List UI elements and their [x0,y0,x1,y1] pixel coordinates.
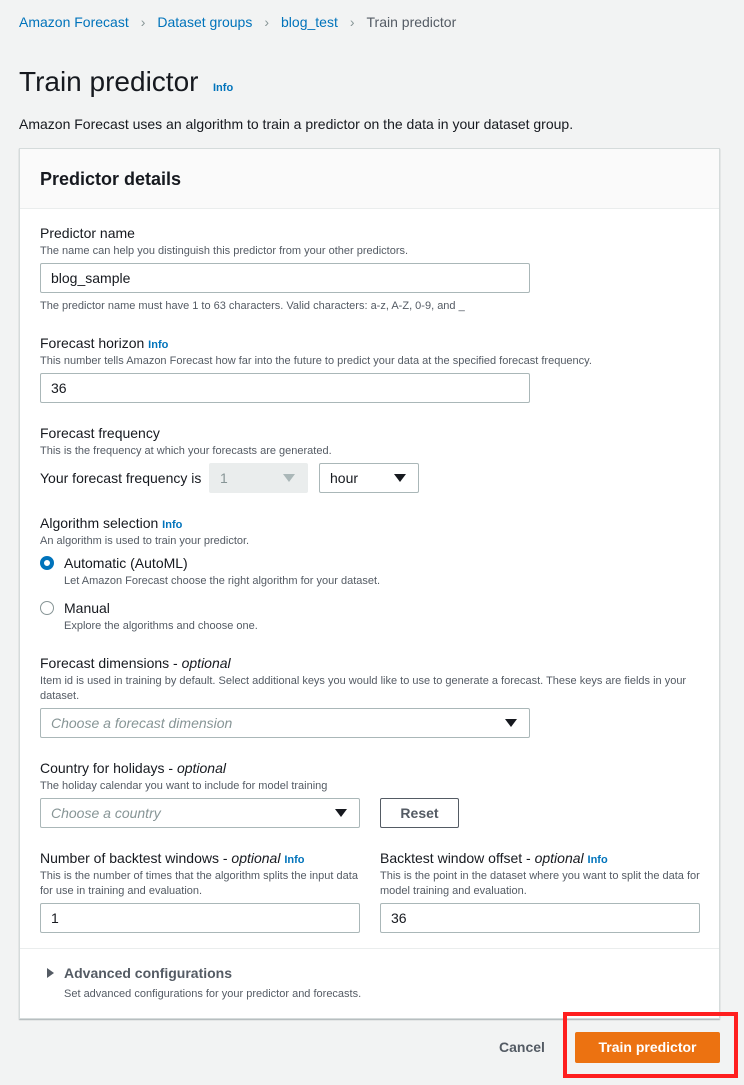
algorithm-selection-label-text: Algorithm selection [40,515,159,531]
holidays-label [40,760,226,776]
chevron-down-icon [505,719,517,727]
frequency-amount-value: 1 [220,470,228,486]
frequency-unit-value: hour [330,470,359,486]
optional-tag: optional [534,850,584,866]
title-info-link[interactable]: Info [213,82,234,94]
forecast-dimension-placeholder: Choose a forecast dimension [51,715,233,731]
forecast-horizon-label [40,335,168,351]
chevron-right-icon: › [349,14,355,30]
backtest-windows-description: This is the number of times that the algorithm splits the input data for use in training and evaluation. [40,870,358,897]
forecast-dimensions-label-text: Forecast dimensions - [40,655,182,671]
divider [20,948,719,949]
radio-automl[interactable] [40,556,54,570]
train-predictor-button[interactable]: Train predictor [575,1032,720,1063]
backtest-windows-label [40,850,305,866]
radio-manual[interactable] [40,601,54,615]
breadcrumb-current: Train predictor [366,14,457,30]
reset-button[interactable]: Reset [380,798,459,828]
advanced-configurations-description: Set advanced configurations for your predictor and forecasts. [64,988,362,1000]
forecast-dimension-select[interactable] [40,708,530,738]
algorithm-selection-label [40,515,182,531]
caret-right-icon[interactable] [47,968,54,978]
predictor-name-constraint: The predictor name must have 1 to 63 characters. Valid characters: a-z, A-Z, 0-9, and _ [40,300,465,312]
forecast-frequency-prefix: Your forecast frequency is [40,470,202,486]
country-select[interactable] [40,798,360,828]
backtest-windows-input[interactable]: 1 [40,903,360,933]
backtest-windows-info-link[interactable]: Info [284,854,305,866]
country-placeholder: Choose a country [51,805,161,821]
breadcrumb [19,14,456,30]
chevron-right-icon: › [140,14,146,30]
holidays-description: The holiday calendar you want to include for model training [40,780,328,792]
automl-option-description: Let Amazon Forecast choose the right algorithm for your dataset. [64,575,381,587]
backtest-offset-input[interactable]: 36 [380,903,700,933]
frequency-amount-select [209,463,308,493]
chevron-down-icon [283,474,295,482]
breadcrumb-blog-test[interactable]: blog_test [281,14,338,30]
optional-tag: optional [231,850,281,866]
holidays-label-text: Country for holidays - [40,760,177,776]
backtest-offset-info-link[interactable]: Info [587,854,608,866]
optional-tag: optional [176,760,226,776]
backtest-windows-label-text: Number of backtest windows - [40,850,232,866]
cancel-button[interactable]: Cancel [499,1039,545,1055]
predictor-name-label: Predictor name [40,225,135,241]
breadcrumb-dataset-groups[interactable]: Dataset groups [157,14,253,30]
frequency-unit-select[interactable] [319,463,419,493]
optional-tag: optional [181,655,231,671]
backtest-offset-label [380,850,608,866]
forecast-frequency-label: Forecast frequency [40,425,160,441]
chevron-down-icon [394,474,406,482]
chevron-down-icon [335,809,347,817]
automl-option-label[interactable]: Automatic (AutoML) [64,555,188,571]
forecast-horizon-info-link[interactable]: Info [148,339,169,351]
panel-title: Predictor details [40,169,182,189]
forecast-dimensions-label [40,655,231,671]
algorithm-description: An algorithm is used to train your predictor. [40,535,250,547]
manual-option-description: Explore the algorithms and choose one. [64,620,258,632]
forecast-horizon-description: This number tells Amazon Forecast how far into the future to predict your data at the specified forecast frequency. [40,355,592,367]
forecast-frequency-description: This is the frequency at which your forecasts are generated. [40,445,332,457]
forecast-dimensions-description: Item id is used in training by default. Select additional keys you would like to use to generate a forecast. These keys are fields in your dataset. [40,675,687,702]
algorithm-info-link[interactable]: Info [162,519,183,531]
predictor-details-panel [19,148,720,1019]
backtest-offset-description: This is the point in the dataset where you want to split the data for model training and evaluation. [380,870,700,897]
predictor-name-input[interactable]: blog_sample [40,263,530,293]
predictor-name-description: The name can help you distinguish this predictor from your other predictors. [40,245,409,257]
panel-header [20,149,719,209]
page-description: Amazon Forecast uses an algorithm to train a predictor on the data in your dataset group. [19,116,574,132]
forecast-horizon-label-text: Forecast horizon [40,335,145,351]
page-title: Train predictor [19,66,199,97]
backtest-offset-label-text: Backtest window offset - [380,850,535,866]
advanced-configurations-toggle[interactable]: Advanced configurations [64,965,233,981]
forecast-horizon-input[interactable]: 36 [40,373,530,403]
breadcrumb-amazon-forecast[interactable]: Amazon Forecast [19,14,129,30]
chevron-right-icon: › [264,14,270,30]
manual-option-label[interactable]: Manual [64,600,110,616]
